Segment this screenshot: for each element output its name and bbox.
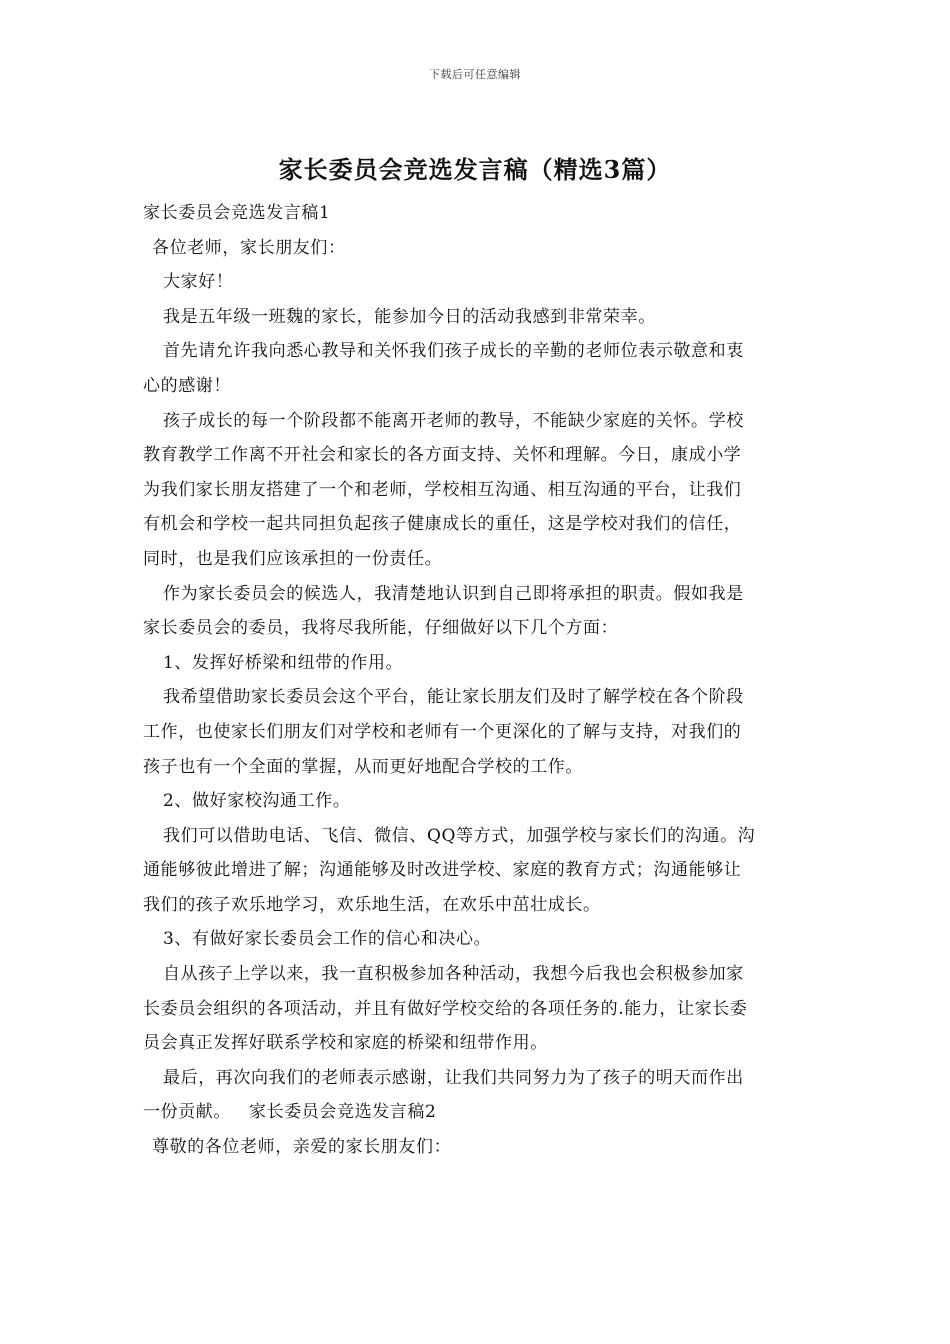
line-text: 家长委员会竞选发言稿1 xyxy=(143,203,331,223)
text-line xyxy=(143,507,811,542)
line-text: 我们的孩子欢乐地学习，欢乐地生活，在欢乐中茁壮成长。 xyxy=(143,894,601,915)
line-text: 心的感谢！ xyxy=(143,375,231,396)
text-line xyxy=(143,992,811,1027)
document-title: 家长委员会竞选发言稿（精选3篇） xyxy=(278,155,672,184)
line-text: 为我们家长朋友搭建了一个和老师，学校相互沟通、相互沟通的平台，让我们 xyxy=(143,479,742,500)
line-text: 教育教学工作离不开社会和家长的各方面支持、关怀和理解。今日，康成小学 xyxy=(143,445,742,466)
text-line xyxy=(143,888,811,923)
text-line xyxy=(143,957,811,992)
line-text: 3、有做好家长委员会工作的信心和决心。 xyxy=(163,929,492,950)
text-line xyxy=(143,715,811,750)
document-body xyxy=(143,196,811,1165)
line-text: 同时，也是我们应该承担的一份责任。 xyxy=(143,548,443,569)
text-line xyxy=(143,611,811,646)
line-text: 我们可以借助电话、飞信、微信、QQ等方式，加强学校与家长们的沟通。沟 xyxy=(163,825,756,846)
text-line xyxy=(143,369,811,404)
text-line xyxy=(143,646,811,681)
text-line xyxy=(143,750,811,785)
line-text: 大家好！ xyxy=(163,272,234,293)
line-text: 家长委员会的委员，我将尽我所能，仔细做好以下几个方面： xyxy=(143,618,619,639)
line-text: 各位老师，家长朋友们： xyxy=(152,237,346,258)
line-text: 一份贡献。 xyxy=(143,1102,231,1123)
line-text: 我是五年级一班魏的家长，能参加今日的活动我感到非常荣幸。 xyxy=(163,306,656,327)
line-text: 尊敬的各位老师，亲爱的家长朋友们： xyxy=(152,1137,452,1158)
text-line xyxy=(143,853,811,888)
text-line xyxy=(143,334,811,369)
line-text: 最后，再次向我们的老师表示感谢，让我们共同努力为了孩子的明天而作出 xyxy=(163,1067,744,1088)
line-text: 工作，也使家长们朋友们对学校和老师有一个更深化的了解与支持，对我们的 xyxy=(143,721,742,742)
line-text: 首先请允许我向悉心教导和关怀我们孩子成长的辛勤的老师位表示敬意和衷 xyxy=(163,341,744,362)
line-text: 员会真正发挥好联系学校和家庭的桥梁和纽带作用。 xyxy=(143,1033,548,1054)
line-text: 作为家长委员会的候选人，我清楚地认识到自己即将承担的职责。假如我是 xyxy=(163,583,744,604)
text-line xyxy=(143,404,811,439)
line-text: 我希望借助家长委员会这个平台，能让家长朋友们及时了解学校在各个阶段 xyxy=(163,687,744,708)
text-line xyxy=(143,473,811,508)
line-text: 1、发挥好桥梁和纽带的作用。 xyxy=(163,652,404,673)
line-text: 长委员会组织的各项活动，并且有做好学校交给的各项任务的.能力，让家长委 xyxy=(143,998,748,1019)
text-line xyxy=(143,1061,811,1096)
text-line xyxy=(143,680,811,715)
text-line xyxy=(143,300,811,335)
line-text: 2、做好家校沟通工作。 xyxy=(163,791,351,812)
text-line xyxy=(143,265,811,300)
text-line xyxy=(143,196,811,231)
text-line xyxy=(143,1130,811,1165)
text-line xyxy=(143,542,811,577)
line-text: 孩子也有一个全面的掌握，从而更好地配合学校的工作。 xyxy=(143,756,583,777)
line-text: 通能够彼此增进了解；沟通能够及时改进学校、家庭的教育方式；沟通能够让 xyxy=(143,860,742,881)
text-line xyxy=(143,784,811,819)
text-line xyxy=(143,1026,811,1061)
section-heading: 家长委员会竞选发言稿2 xyxy=(249,1102,437,1123)
header-note: 下载后可任意编辑 xyxy=(429,68,521,81)
text-line xyxy=(143,1095,811,1130)
text-line xyxy=(143,922,811,957)
text-line xyxy=(143,231,811,266)
text-line xyxy=(143,438,811,473)
text-line xyxy=(143,819,811,854)
line-text: 有机会和学校一起共同担负起孩子健康成长的重任，这是学校对我们的信任， xyxy=(143,514,742,535)
line-text: 孩子成长的每一个阶段都不能离开老师的教导，不能缺少家庭的关怀。学校 xyxy=(163,410,744,431)
text-line xyxy=(143,577,811,612)
line-text: 自从孩子上学以来，我一直积极参加各种活动，我想今后我也会积极参加家 xyxy=(163,964,744,985)
